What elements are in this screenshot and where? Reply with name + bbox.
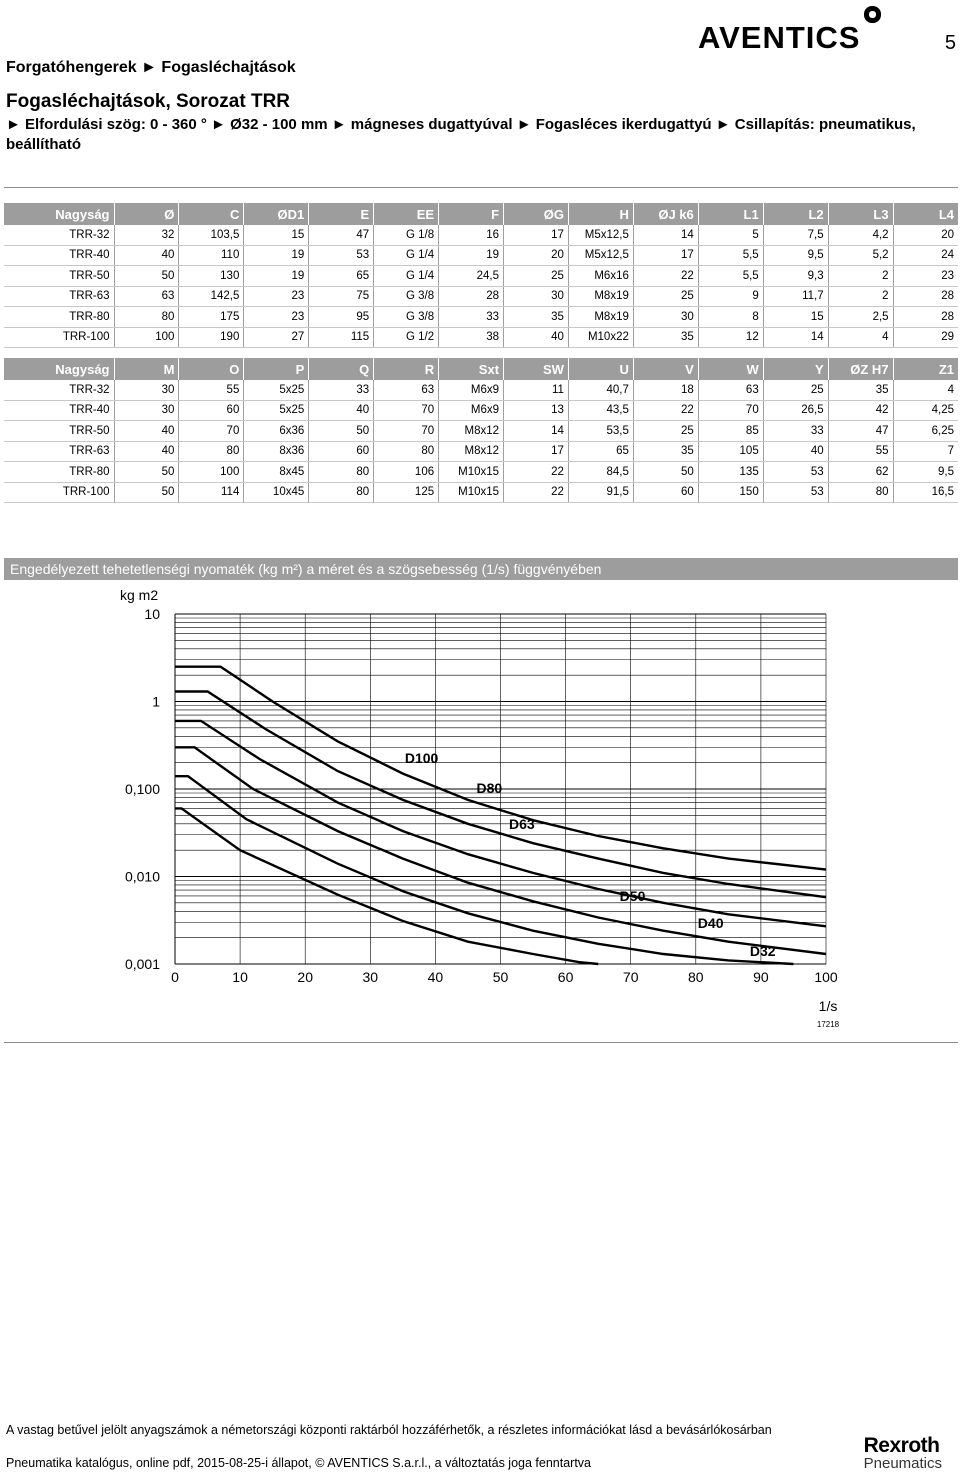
- column-header: SW: [504, 358, 569, 380]
- table-cell: TRR-40: [4, 245, 114, 266]
- table-cell: 95: [309, 307, 374, 328]
- table-row: [4, 225, 958, 245]
- table-cell: 5,5: [698, 245, 763, 266]
- table-cell: 114: [179, 482, 244, 503]
- feature-list: ► Elfordulási szög: 0 - 360 ° ► Ø32 - 100 mm ► mágneses dugattyúval ► Fogasléces ikerdugattyú ► Csillapítás: pneumatikus, beállítható: [6, 116, 916, 153]
- table-cell: 20: [893, 225, 958, 245]
- x-tick-label: 50: [492, 969, 509, 985]
- y-tick-label: 1: [152, 693, 160, 710]
- table-cell: 6,25: [893, 421, 958, 442]
- table-cell: 190: [179, 327, 244, 348]
- table-cell: TRR-40: [4, 400, 114, 421]
- page-title: Fogasléchajtások, Sorozat TRR: [6, 91, 291, 112]
- column-header: Q: [309, 358, 374, 380]
- table-cell: 38: [439, 327, 504, 348]
- table-cell: 33: [439, 307, 504, 328]
- table-cell: 110: [179, 245, 244, 266]
- table-cell: 80: [309, 482, 374, 503]
- table-cell: 125: [374, 482, 439, 503]
- table-cell: 7,5: [763, 225, 828, 245]
- table-cell: 47: [309, 225, 374, 245]
- table-cell: 10x45: [244, 482, 309, 503]
- column-header: Nagyság: [4, 358, 114, 380]
- table-cell: 175: [179, 307, 244, 328]
- table-cell: 8: [698, 307, 763, 328]
- table-cell: 50: [114, 462, 179, 483]
- x-tick-label: 30: [362, 969, 379, 985]
- table-cell: 12: [698, 327, 763, 348]
- table-cell: 17: [504, 225, 569, 245]
- table-cell: 2,5: [828, 307, 893, 328]
- table-cell: 5x25: [244, 400, 309, 421]
- table-cell: 35: [504, 307, 569, 328]
- column-header: Y: [763, 358, 828, 380]
- table-cell: 24: [893, 245, 958, 266]
- table-cell: 130: [179, 266, 244, 287]
- table-cell: 40,7: [568, 380, 633, 400]
- table-cell: 4,2: [828, 225, 893, 245]
- table-cell: 19: [244, 266, 309, 287]
- rexroth-logo: [864, 1434, 942, 1472]
- table-cell: 4,25: [893, 400, 958, 421]
- table-cell: 80: [828, 482, 893, 503]
- column-header: EE: [374, 203, 439, 225]
- table-cell: 2: [828, 286, 893, 307]
- table-cell: 65: [568, 441, 633, 462]
- table-cell: 100: [179, 462, 244, 483]
- table-cell: 2: [828, 266, 893, 287]
- column-header: F: [439, 203, 504, 225]
- column-header: P: [244, 358, 309, 380]
- figure-code: 17218: [816, 1020, 840, 1029]
- footer-catalog-line: Pneumatika katalógus, online pdf, 2015-08-25-i állapot, © AVENTICS S.a.r.l., a változtatás joga fenntartva: [6, 1456, 592, 1470]
- table-cell: 70: [374, 400, 439, 421]
- column-header: L3: [828, 203, 893, 225]
- table-cell: 5,5: [698, 266, 763, 287]
- series-label: D80: [476, 779, 503, 796]
- divider: [4, 1042, 958, 1043]
- y-tick-label: 10: [144, 606, 160, 622]
- table-cell: 14: [763, 327, 828, 348]
- table-cell: 16: [439, 225, 504, 245]
- inertia-chart: [0, 580, 960, 1040]
- table-cell: 27: [244, 327, 309, 348]
- x-tick-label: 40: [427, 969, 444, 985]
- breadcrumb: Forgatóhengerek ► Fogasléchajtások: [6, 59, 296, 76]
- table-cell: 60: [179, 400, 244, 421]
- table-cell: 30: [114, 400, 179, 421]
- column-header: ØG: [504, 203, 569, 225]
- table-cell: 70: [179, 421, 244, 442]
- column-header: ØZ H7: [828, 358, 893, 380]
- table-cell: 8x45: [244, 462, 309, 483]
- column-header: L4: [893, 203, 958, 225]
- table-cell: TRR-50: [4, 421, 114, 442]
- table-cell: 70: [374, 421, 439, 442]
- column-header: W: [698, 358, 763, 380]
- x-tick-label: 10: [232, 969, 248, 985]
- table-cell: G 1/8: [374, 225, 439, 245]
- table-cell: 17: [633, 245, 698, 266]
- y-tick-label: 0,001: [124, 956, 160, 972]
- table-cell: 50: [114, 266, 179, 287]
- table-row: [4, 327, 958, 348]
- table-cell: 25: [504, 266, 569, 287]
- x-tick-label: 100: [814, 969, 838, 985]
- table-cell: 28: [893, 286, 958, 307]
- table-cell: 43,5: [568, 400, 633, 421]
- table-cell: 22: [633, 400, 698, 421]
- table-cell: 60: [633, 482, 698, 503]
- series-label: D40: [697, 915, 724, 932]
- table-row: [4, 286, 958, 307]
- table-cell: G 3/8: [374, 286, 439, 307]
- brand-name: Rexroth: [863, 1434, 940, 1457]
- table-cell: 4: [828, 327, 893, 348]
- table-row: [4, 441, 958, 462]
- table-cell: 16,5: [893, 482, 958, 503]
- x-tick-label: 70: [622, 969, 639, 985]
- table-cell: 75: [309, 286, 374, 307]
- table-cell: 14: [633, 225, 698, 245]
- table-cell: M8x19: [568, 286, 633, 307]
- table-cell: 50: [114, 482, 179, 503]
- dimension-table-1: [4, 203, 958, 348]
- table-cell: 70: [698, 400, 763, 421]
- y-tick-label: 0,100: [124, 781, 160, 797]
- table-row: [4, 421, 958, 442]
- divider: [4, 187, 958, 188]
- table-cell: 53: [309, 245, 374, 266]
- table-cell: 63: [698, 380, 763, 400]
- x-tick-label: 0: [171, 969, 179, 985]
- table-cell: 40: [114, 441, 179, 462]
- table-cell: 35: [633, 441, 698, 462]
- table-cell: 9,5: [893, 462, 958, 483]
- table-cell: 22: [504, 462, 569, 483]
- page-number: 5: [944, 32, 956, 54]
- table-cell: 20: [504, 245, 569, 266]
- series-label: D100: [404, 749, 439, 766]
- table-cell: 91,5: [568, 482, 633, 503]
- table-row: [4, 307, 958, 328]
- table-cell: 35: [828, 380, 893, 400]
- table-row: [4, 462, 958, 483]
- column-header: L2: [763, 203, 828, 225]
- table-cell: 5: [698, 225, 763, 245]
- column-header: ØD1: [244, 203, 309, 225]
- table-cell: 22: [633, 266, 698, 287]
- table-cell: 142,5: [179, 286, 244, 307]
- x-tick-label: 60: [557, 969, 574, 985]
- table-cell: 115: [309, 327, 374, 348]
- table-cell: 6x36: [244, 421, 309, 442]
- table-cell: 40: [504, 327, 569, 348]
- table-cell: 53: [763, 482, 828, 503]
- x-tick-label: 90: [753, 969, 769, 985]
- table-cell: 5x25: [244, 380, 309, 400]
- table-cell: 9: [698, 286, 763, 307]
- column-header: V: [633, 358, 698, 380]
- table-cell: 84,5: [568, 462, 633, 483]
- table-cell: 50: [309, 421, 374, 442]
- series-label: D63: [509, 815, 535, 832]
- table-cell: 103,5: [179, 225, 244, 245]
- table-cell: TRR-80: [4, 307, 114, 328]
- table-row: [4, 266, 958, 287]
- table-cell: 50: [633, 462, 698, 483]
- table-cell: 33: [763, 421, 828, 442]
- table-cell: 13: [504, 400, 569, 421]
- column-header: C: [179, 203, 244, 225]
- table-cell: 63: [114, 286, 179, 307]
- table-cell: 30: [633, 307, 698, 328]
- table-cell: 80: [374, 441, 439, 462]
- table-cell: 30: [504, 286, 569, 307]
- column-header: E: [309, 203, 374, 225]
- column-header: Z1: [893, 358, 958, 380]
- table-cell: 30: [114, 380, 179, 400]
- table-cell: M6x16: [568, 266, 633, 287]
- x-axis-label: 1/s: [818, 998, 838, 1014]
- table-cell: 100: [114, 327, 179, 348]
- table-cell: M6x9: [439, 380, 504, 400]
- table-header-row: [4, 203, 958, 225]
- x-tick-label: 80: [688, 969, 704, 985]
- table-cell: M8x12: [439, 441, 504, 462]
- table-cell: G 1/2: [374, 327, 439, 348]
- table-cell: 26,5: [763, 400, 828, 421]
- table-cell: G 3/8: [374, 307, 439, 328]
- table-cell: 135: [698, 462, 763, 483]
- y-axis-label: kg m2: [120, 587, 159, 603]
- column-header: O: [179, 358, 244, 380]
- table-cell: 28: [439, 286, 504, 307]
- table-cell: 47: [828, 421, 893, 442]
- column-header: Sxt: [439, 358, 504, 380]
- table-cell: 17: [504, 441, 569, 462]
- table-cell: 106: [374, 462, 439, 483]
- table-cell: 22: [504, 482, 569, 503]
- column-header: L1: [698, 203, 763, 225]
- table-cell: 40: [309, 400, 374, 421]
- chart-title: Engedélyezett tehetetlenségi nyomaték (kg m²) a méret és a szögsebesség (1/s) függvényében: [10, 561, 602, 577]
- table-cell: M5x12,5: [568, 225, 633, 245]
- table-cell: 55: [828, 441, 893, 462]
- table-cell: M5x12,5: [568, 245, 633, 266]
- table-cell: 40: [114, 245, 179, 266]
- table-cell: TRR-32: [4, 225, 114, 245]
- table-cell: 25: [763, 380, 828, 400]
- table-cell: TRR-63: [4, 286, 114, 307]
- table-cell: 60: [309, 441, 374, 462]
- table-cell: 4: [893, 380, 958, 400]
- aventics-logo-graphic: [698, 2, 888, 52]
- column-header: H: [568, 203, 633, 225]
- table-cell: 32: [114, 225, 179, 245]
- table-cell: 23: [893, 266, 958, 287]
- table-cell: 85: [698, 421, 763, 442]
- table-cell: M10x22: [568, 327, 633, 348]
- series-line-d32: [175, 808, 598, 964]
- x-tick-label: 20: [297, 969, 313, 985]
- table-cell: 80: [309, 462, 374, 483]
- column-header: U: [568, 358, 633, 380]
- table-cell: 35: [633, 327, 698, 348]
- table-row: [4, 380, 958, 400]
- y-tick-label: 0,010: [124, 868, 160, 885]
- table-cell: 25: [633, 421, 698, 442]
- table-cell: M8x19: [568, 307, 633, 328]
- table-cell: 23: [244, 307, 309, 328]
- table-cell: G 1/4: [374, 245, 439, 266]
- column-header: R: [374, 358, 439, 380]
- table-cell: TRR-100: [4, 327, 114, 348]
- aventics-logo-text: AVENTICS: [698, 20, 861, 52]
- table-cell: 62: [828, 462, 893, 483]
- table-cell: 15: [244, 225, 309, 245]
- column-header: Nagyság: [4, 203, 114, 225]
- table-cell: M10x15: [439, 482, 504, 503]
- table-cell: 42: [828, 400, 893, 421]
- table-cell: M8x12: [439, 421, 504, 442]
- table-cell: 150: [698, 482, 763, 503]
- table-cell: TRR-63: [4, 441, 114, 462]
- table-cell: 11,7: [763, 286, 828, 307]
- table-cell: 80: [114, 307, 179, 328]
- table-row: [4, 482, 958, 503]
- table-cell: M10x15: [439, 462, 504, 483]
- table-cell: 40: [114, 421, 179, 442]
- footer-note: A vastag betűvel jelölt anyagszámok a németországi központi raktárból hozzáférhetők, a részletes információkat lásd a bevásárlókosárban: [6, 1423, 772, 1437]
- table-cell: TRR-100: [4, 482, 114, 503]
- table-cell: 19: [244, 245, 309, 266]
- table-cell: 28: [893, 307, 958, 328]
- table-cell: 63: [374, 380, 439, 400]
- table-cell: M6x9: [439, 400, 504, 421]
- dimension-table-2: [4, 358, 958, 503]
- table-cell: 53,5: [568, 421, 633, 442]
- table-header-row: [4, 358, 958, 380]
- table-cell: 9,5: [763, 245, 828, 266]
- table-cell: 55: [179, 380, 244, 400]
- table-cell: 25: [633, 286, 698, 307]
- table-cell: 18: [633, 380, 698, 400]
- table-cell: 11: [504, 380, 569, 400]
- table-cell: 24,5: [439, 266, 504, 287]
- table-cell: 23: [244, 286, 309, 307]
- table-cell: 15: [763, 307, 828, 328]
- table-cell: 80: [179, 441, 244, 462]
- table-cell: 65: [309, 266, 374, 287]
- table-cell: 53: [763, 462, 828, 483]
- series-label: D32: [749, 943, 776, 960]
- table-row: [4, 245, 958, 266]
- table-cell: 7: [893, 441, 958, 462]
- table-cell: TRR-80: [4, 462, 114, 483]
- table-cell: 14: [504, 421, 569, 442]
- table-cell: 8x36: [244, 441, 309, 462]
- table-cell: 40: [763, 441, 828, 462]
- column-header: ØJ k6: [633, 203, 698, 225]
- column-header: Ø: [114, 203, 179, 225]
- table-cell: G 1/4: [374, 266, 439, 287]
- table-cell: 19: [439, 245, 504, 266]
- series-label: D50: [619, 887, 646, 904]
- table-cell: 9,3: [763, 266, 828, 287]
- table-cell: 29: [893, 327, 958, 348]
- table-cell: 5,2: [828, 245, 893, 266]
- table-cell: TRR-50: [4, 266, 114, 287]
- table-cell: 33: [309, 380, 374, 400]
- column-header: M: [114, 358, 179, 380]
- table-cell: TRR-32: [4, 380, 114, 400]
- table-cell: 105: [698, 441, 763, 462]
- brand-sub: Pneumatics: [863, 1455, 942, 1472]
- aventics-logo: [698, 2, 888, 57]
- table-row: [4, 400, 958, 421]
